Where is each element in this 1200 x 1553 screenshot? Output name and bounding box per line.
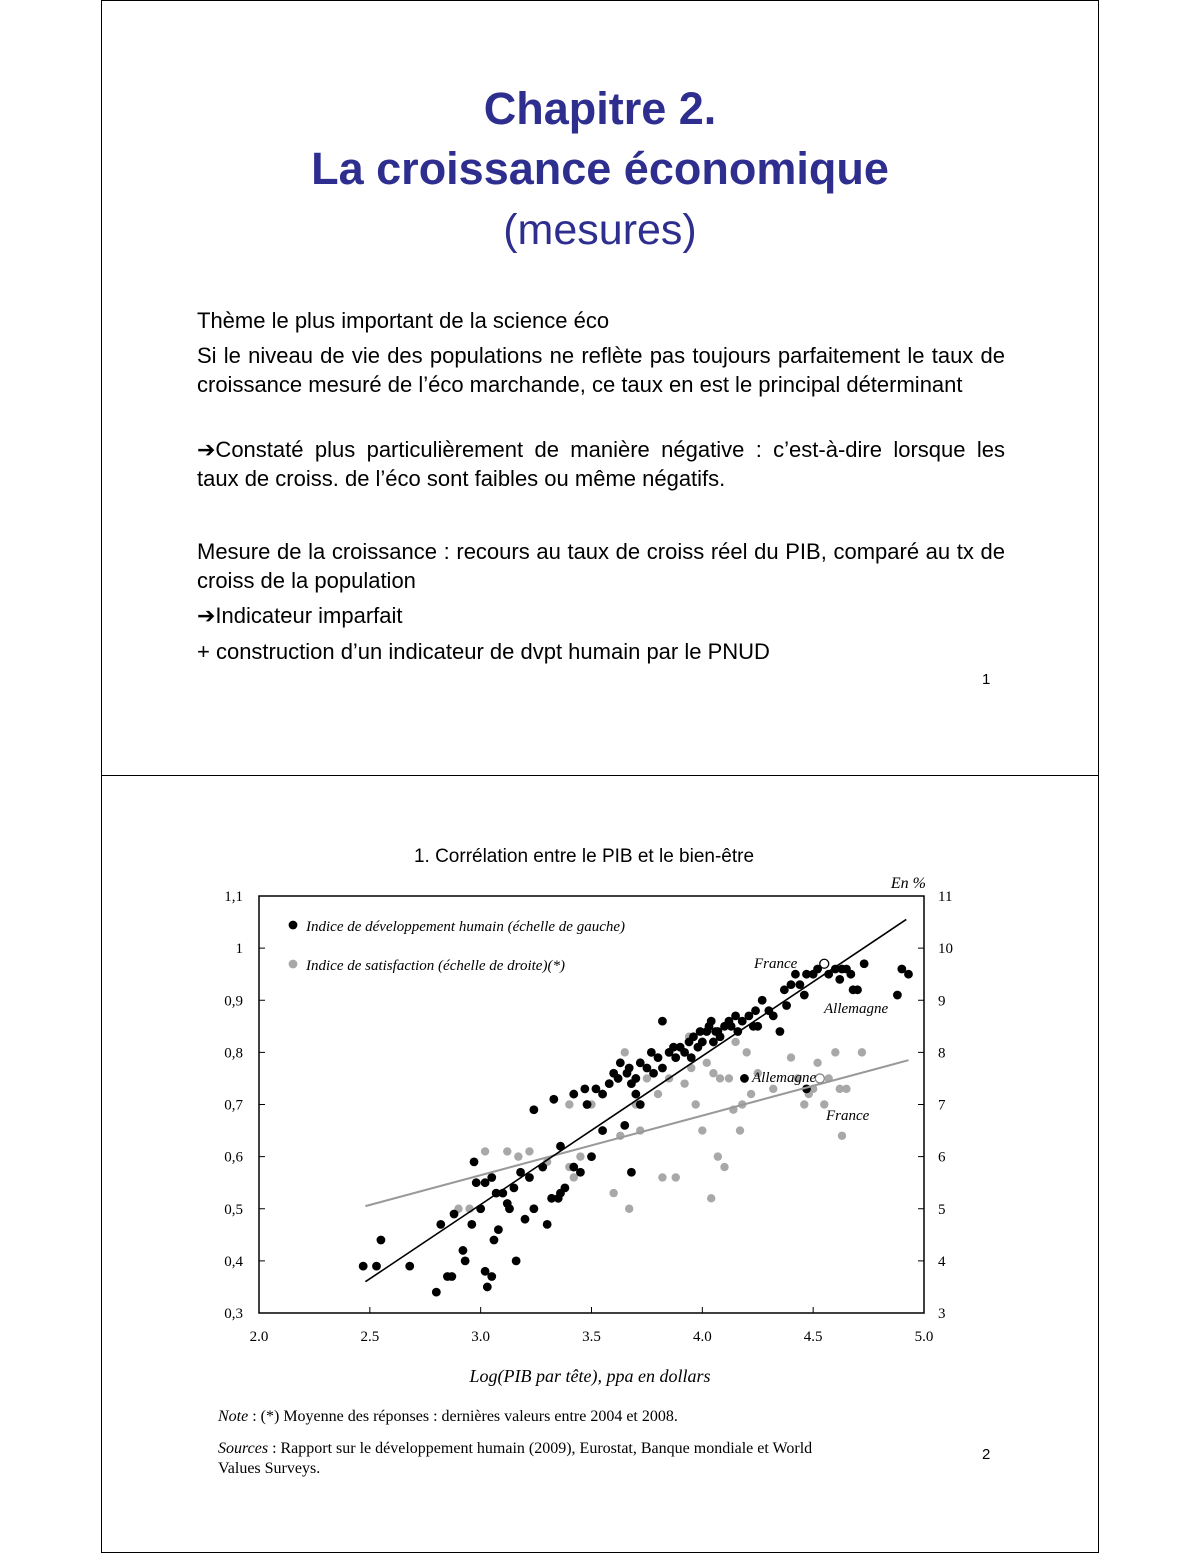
hdi-point [505, 1204, 514, 1213]
paragraph [197, 306, 1005, 335]
hdi-point [698, 1038, 707, 1047]
satisfaction-point [514, 1152, 522, 1160]
annotation-allemagne-top: Allemagne [824, 1001, 889, 1017]
hdi-point [483, 1283, 492, 1292]
satisfaction-point [709, 1069, 717, 1077]
paragraph-mesure: Mesure de la croissance : recours au taux de croiss réel du PIB, comparé au tx de croiss de la population [197, 539, 1005, 593]
legend-hdi-label: Indice de développement humain (échelle de gauche) [306, 919, 626, 935]
hdi-point [512, 1256, 521, 1265]
hdi-point [561, 1184, 570, 1193]
hdi-point [631, 1090, 640, 1099]
hdi-point [467, 1220, 476, 1229]
satisfaction-point [731, 1038, 739, 1046]
hdi-point [769, 1011, 778, 1020]
hdi-point [846, 970, 855, 979]
legend-satisfaction-label: Indice de satisfaction (échelle de droite)(*) [306, 958, 565, 974]
left-axis-tick-label: 0,7 [224, 1097, 243, 1114]
chapter-subtitle: La croissance économique [311, 143, 889, 194]
hdi-point [671, 1053, 680, 1062]
paragraph-constate: ➔Constaté plus particulièrement de manière négative : c’est-à-dire lorsque les taux de croiss. de l’éco sont faibles ou même négatifs. [197, 437, 1005, 491]
paragraph [197, 637, 1005, 666]
hdi-point [529, 1204, 538, 1213]
satisfaction-point [654, 1090, 662, 1098]
satisfaction-point [707, 1194, 715, 1202]
satisfaction-point [691, 1100, 699, 1108]
satisfaction-point [658, 1173, 666, 1181]
hdi-point [359, 1262, 368, 1271]
hdi-point [569, 1090, 578, 1099]
legend-hdi-marker [289, 921, 298, 930]
satisfaction-point [503, 1147, 511, 1155]
paragraph-theme: Thème le plus important de la science éco [197, 308, 610, 333]
hdi-point [459, 1246, 468, 1255]
hdi-point [649, 1069, 658, 1078]
x-axis-tick-label: 5.0 [914, 1329, 934, 1345]
hdi-point [835, 975, 844, 984]
right-axis-tick-label: 10 [938, 941, 953, 958]
hdi-point [625, 1064, 634, 1073]
satisfaction-point [680, 1079, 688, 1087]
hdi-point [758, 996, 767, 1005]
right-axis-tick-label: 7 [938, 1097, 946, 1114]
left-axis-tick-label: 0,4 [224, 1253, 243, 1270]
hdi-point [636, 1100, 645, 1109]
satisfaction-point [565, 1100, 573, 1108]
hdi-point [470, 1157, 479, 1166]
hdi-point [787, 980, 796, 989]
hdi-point [372, 1262, 381, 1271]
hdi-point [751, 1006, 760, 1015]
x-axis-tick-label: 3.5 [582, 1329, 601, 1345]
right-axis-tick-label: 4 [938, 1253, 946, 1270]
hdi-point [521, 1215, 530, 1224]
hdi-point [658, 1017, 667, 1026]
satisfaction-point [481, 1147, 489, 1155]
chart-unit-label: En % [890, 875, 926, 892]
right-axis-tick-label: 5 [938, 1201, 946, 1218]
left-axis-tick-label: 1,1 [224, 889, 243, 905]
left-axis-tick-label: 0,9 [224, 993, 243, 1010]
paragraph-niveau-de-vie: Si le niveau de vie des populations ne reflète pas toujours parfaitement le taux de croissance mesuré de l’éco marchande, ce taux en est le principal déterminant [197, 343, 1005, 397]
hdi-point [494, 1225, 503, 1234]
hdi-point [620, 1121, 629, 1130]
hdi-point [795, 980, 804, 989]
hdi-point [893, 991, 902, 1000]
satisfaction-point [714, 1152, 722, 1160]
hdi-point [860, 959, 869, 968]
satisfaction-point [747, 1090, 755, 1098]
slide-2 [101, 775, 1099, 1553]
satisfaction-point [609, 1189, 617, 1197]
satisfaction-point [703, 1059, 711, 1067]
hdi-point [631, 1074, 640, 1083]
hdi-point [538, 1163, 547, 1172]
satisfaction-point [787, 1053, 795, 1061]
hdi-point [605, 1079, 614, 1088]
left-axis-tick-label: 0,5 [224, 1201, 243, 1218]
chart-note: Note : (*) Moyenne des réponses : dernières valeurs entre 2004 et 2008. [218, 1408, 678, 1425]
satisfaction-point [625, 1205, 633, 1213]
hdi-point [753, 1022, 762, 1031]
france-satisfaction-point [815, 1074, 824, 1083]
hdi-point [405, 1262, 414, 1271]
hdi-point [580, 1084, 589, 1093]
x-axis-tick-label: 2.0 [249, 1329, 269, 1345]
satisfaction-point [736, 1126, 744, 1134]
hdi-point [716, 1032, 725, 1041]
hdi-point [432, 1288, 441, 1297]
hdi-point [487, 1173, 496, 1182]
left-axis-tick-label: 0,3 [224, 1306, 243, 1322]
legend-satisfaction-marker [289, 960, 298, 969]
chart-title: 1. Corrélation entre le PIB et le bien-être [413, 846, 755, 867]
paragraph-indicateur: ➔Indicateur imparfait [197, 603, 403, 628]
hdi-point [436, 1220, 445, 1229]
satisfaction-point [720, 1163, 728, 1171]
hdi-point [472, 1178, 481, 1187]
satisfaction-point [842, 1085, 850, 1093]
satisfaction-point [621, 1048, 629, 1056]
hdi-point [740, 1074, 749, 1083]
hdi-point [576, 1168, 585, 1177]
x-axis-tick-label: 3.0 [471, 1329, 491, 1345]
paragraph [197, 537, 1005, 595]
hdi-point [549, 1095, 558, 1104]
hdi-point [654, 1053, 663, 1062]
right-axis-tick-label: 6 [938, 1149, 946, 1166]
page-number: 2 [982, 1446, 991, 1463]
hdi-point [461, 1256, 470, 1265]
satisfaction-point [742, 1048, 750, 1056]
hdi-point [487, 1272, 496, 1281]
page-number: 1 [982, 671, 991, 688]
left-axis-tick-label: 0,8 [224, 1045, 243, 1062]
hdi-point [377, 1236, 386, 1245]
satisfaction-point [725, 1074, 733, 1082]
hdi-point [707, 1017, 716, 1026]
satisfaction-point [716, 1074, 724, 1082]
annotation-allemagne-mid: Allemagne [752, 1070, 817, 1086]
hdi-point [587, 1152, 596, 1161]
satisfaction-point [525, 1147, 533, 1155]
chart [102, 776, 1097, 1551]
paragraph [197, 435, 1005, 493]
satisfaction-point [698, 1126, 706, 1134]
annotation-france-top: France [754, 956, 798, 972]
right-axis-tick-label: 3 [938, 1306, 946, 1322]
france-hdi-point [820, 959, 829, 968]
satisfaction-point [800, 1100, 808, 1108]
right-axis-tick-label: 9 [938, 993, 946, 1010]
annotation-france-mid: France [826, 1108, 870, 1124]
right-axis-tick-label: 8 [938, 1045, 946, 1062]
hdi-point [904, 970, 913, 979]
left-axis-tick-label: 1 [235, 941, 243, 958]
hdi-point [447, 1272, 456, 1281]
right-axis-tick-label: 11 [938, 889, 953, 905]
hdi-point [543, 1220, 552, 1229]
hdi-point [529, 1105, 538, 1114]
x-axis-label: Log(PIB par tête), ppa en dollars [469, 1366, 711, 1386]
x-axis-tick-label: 4.5 [803, 1329, 823, 1345]
satisfaction-point [576, 1152, 584, 1160]
hdi-point [800, 991, 809, 1000]
x-axis-tick-label: 4.0 [692, 1329, 712, 1345]
hdi-point [598, 1126, 607, 1135]
x-axis-tick-label: 2.5 [360, 1329, 380, 1345]
hdi-point [776, 1027, 785, 1036]
chart-sources: Sources : Rapport sur le développement humain (2009), Eurostat, Banque mondiale et World Values Surveys. [218, 1440, 813, 1477]
hdi-point [583, 1100, 592, 1109]
satisfaction-point [672, 1173, 680, 1181]
satisfaction-point [813, 1059, 821, 1067]
slide-1 [101, 0, 1099, 777]
hdi-point [450, 1210, 459, 1219]
chapter-title: Chapitre 2. [483, 83, 717, 134]
hdi-point [598, 1090, 607, 1099]
satisfaction-point [858, 1048, 866, 1056]
left-axis-tick-label: 0,6 [224, 1149, 243, 1166]
hdi-point [627, 1168, 636, 1177]
chapter-subtitle-note: (mesures) [503, 206, 697, 254]
paragraph-pnud: + construction d’un indicateur de dvpt humain par le PNUD [197, 639, 770, 664]
hdi-point [658, 1064, 667, 1073]
satisfaction-point [831, 1048, 839, 1056]
paragraph [197, 601, 1005, 630]
paragraph [197, 341, 1005, 399]
hdi-point [853, 985, 862, 994]
satisfaction-point [838, 1132, 846, 1140]
hdi-point [614, 1074, 623, 1083]
hdi-point [490, 1236, 499, 1245]
hdi-point [616, 1058, 625, 1067]
